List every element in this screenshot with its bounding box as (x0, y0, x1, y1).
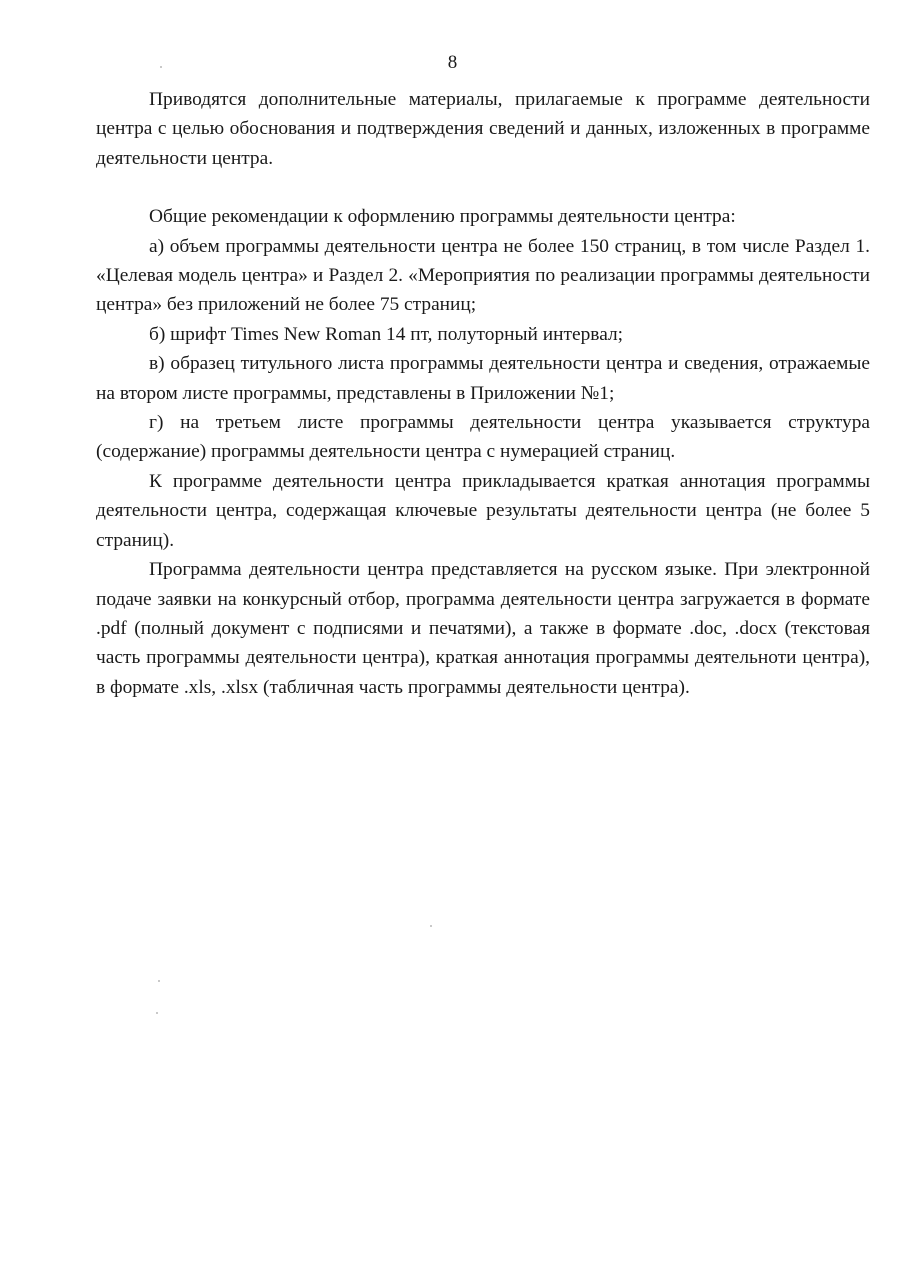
scan-speck (160, 66, 162, 68)
list-item-c-title-page: в) образец титульного листа программы деятельности центра и сведения, отражаемые на втором листе программы, представлены в Приложении №1; (96, 353, 870, 404)
list-item-a-volume: а) объем программы деятельности центра не более 150 страниц, в том числе Раздел 1. «Целевая модель центра» и Раздел 2. «Мероприятия по реализации программы деятельности центра» без приложений не более 75 страниц; (96, 235, 870, 316)
document-body (96, 85, 870, 702)
list-item-b-font: б) шрифт Times New Roman 14 пт, полуторный интервал; (149, 323, 624, 345)
paragraph-formatting-recommendations: Общие рекомендации к оформлению программы деятельности центра: (149, 206, 736, 228)
scan-speck (430, 925, 432, 927)
scan-speck (156, 1012, 158, 1014)
scan-speck (158, 980, 160, 982)
paragraph-submission-formats: Программа деятельности центра представляется на русском языке. При электронной подаче заявки на конкурсный отбор, программа деятельности центра загружается в формате .pdf (полный документ с подписями и печатями), а также в формате .doc, .docx (текстовая часть программы деятельности центра), краткая аннотация программы деятельноти центра), в формате .xls, .xlsx (табличная часть программы деятельности центра). (96, 559, 870, 698)
paragraph-supplementary-materials: Приводятся дополнительные материалы, прилагаемые к программе деятельности центра с целью обоснования и подтверждения сведений и данных, изложенных в программе деятельности центра. (96, 89, 870, 169)
paragraph-spacer (96, 173, 870, 202)
paragraph-annotation: К программе деятельности центра прикладывается краткая аннотация программы деятельности центра, содержащая ключевые результаты деятельности центра (не более 5 страниц). (96, 470, 870, 551)
page-number: 8 (447, 52, 458, 73)
list-item-d-structure: г) на третьем листе программы деятельности центра указывается структура (содержание) программы деятельности центра с нумерацией страниц. (96, 412, 870, 463)
